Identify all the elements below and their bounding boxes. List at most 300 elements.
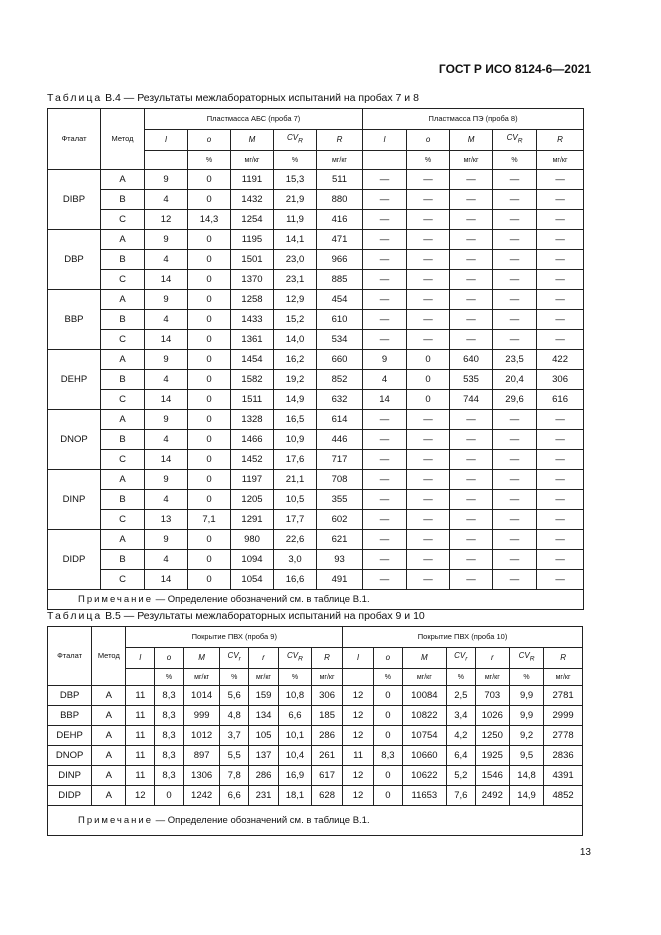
data-cell: — — [537, 310, 584, 330]
data-cell: — — [363, 550, 407, 570]
data-cell: 3,7 — [220, 726, 249, 746]
unit-mgkg: мг/кг — [249, 669, 279, 686]
data-cell: C — [101, 450, 145, 470]
note-label: Примечание — [78, 814, 153, 826]
data-cell: 2999 — [544, 706, 583, 726]
data-cell: A — [92, 786, 126, 806]
data-cell: 12 — [343, 706, 374, 726]
data-cell: 17,6 — [274, 450, 317, 470]
unit-empty — [343, 669, 374, 686]
data-cell: 0 — [188, 190, 231, 210]
data-cell: B — [101, 250, 145, 270]
data-cell: — — [407, 250, 450, 270]
data-cell: — — [450, 190, 493, 210]
data-cell: 23,1 — [274, 270, 317, 290]
data-cell: 534 — [317, 330, 363, 350]
unit-pct: % — [374, 669, 403, 686]
data-cell: 471 — [317, 230, 363, 250]
data-cell: 897 — [183, 746, 219, 766]
data-cell: 1306 — [183, 766, 219, 786]
table-row — [48, 530, 584, 550]
data-cell: — — [537, 430, 584, 450]
data-cell: 621 — [317, 530, 363, 550]
data-cell: 18,1 — [278, 786, 311, 806]
data-cell: — — [493, 250, 537, 270]
symbol-r: R — [544, 648, 583, 669]
table-row — [48, 550, 584, 570]
table-b5 — [47, 626, 583, 836]
data-cell: — — [363, 270, 407, 290]
data-cell: 4 — [145, 430, 188, 450]
data-cell: 6,6 — [278, 706, 311, 726]
data-cell: 1054 — [231, 570, 274, 590]
unit-empty — [126, 669, 155, 686]
symbol-l: l — [363, 130, 407, 151]
data-cell: — — [363, 490, 407, 510]
data-cell: — — [363, 330, 407, 350]
table-row — [48, 290, 584, 310]
symbol-cv-text: CV — [518, 651, 530, 661]
symbol-m: M — [231, 130, 274, 151]
data-cell: 1197 — [231, 470, 274, 490]
data-cell: 137 — [249, 746, 279, 766]
data-cell: 8,3 — [155, 726, 184, 746]
data-cell: 628 — [312, 786, 343, 806]
data-cell: 15,3 — [274, 170, 317, 190]
data-cell: — — [407, 290, 450, 310]
data-cell: — — [407, 570, 450, 590]
data-cell: 1094 — [231, 550, 274, 570]
unit-pct: % — [155, 669, 184, 686]
data-cell: A — [101, 470, 145, 490]
data-cell: 1254 — [231, 210, 274, 230]
data-cell: 614 — [317, 410, 363, 430]
data-cell: 14 — [145, 450, 188, 470]
data-cell: 4 — [145, 310, 188, 330]
note-row — [48, 590, 584, 610]
data-cell: 0 — [188, 370, 231, 390]
data-cell: 0 — [188, 230, 231, 250]
data-cell: 9,9 — [509, 686, 543, 706]
data-cell: — — [363, 570, 407, 590]
data-cell: 10,1 — [278, 726, 311, 746]
table-row — [48, 310, 584, 330]
data-cell: 1501 — [231, 250, 274, 270]
data-cell: 1328 — [231, 410, 274, 430]
phthalate-cell: DIBP — [48, 170, 101, 230]
data-cell: 29,6 — [493, 390, 537, 410]
symbol-r-repeat: r — [475, 648, 509, 669]
table-row — [48, 390, 584, 410]
data-cell: — — [407, 430, 450, 450]
table-note — [48, 590, 584, 610]
data-cell: 0 — [188, 570, 231, 590]
table-row — [48, 766, 583, 786]
data-cell: — — [493, 450, 537, 470]
data-cell: 105 — [249, 726, 279, 746]
data-cell: A — [101, 170, 145, 190]
unit-empty — [363, 151, 407, 170]
data-cell: 10660 — [402, 746, 446, 766]
data-cell: 12 — [343, 786, 374, 806]
data-cell: — — [363, 190, 407, 210]
data-cell: 3,0 — [274, 550, 317, 570]
symbol-o: o — [374, 648, 403, 669]
data-cell: — — [450, 290, 493, 310]
data-cell: 535 — [450, 370, 493, 390]
data-cell: 416 — [317, 210, 363, 230]
data-cell: 9,2 — [509, 726, 543, 746]
table-header-row — [48, 627, 583, 648]
data-cell: 11 — [126, 766, 155, 786]
data-cell: A — [92, 706, 126, 726]
data-cell: 355 — [317, 490, 363, 510]
unit-pct: % — [493, 151, 537, 170]
data-cell: C — [101, 570, 145, 590]
col-phthalate-header: Фталат — [48, 627, 92, 686]
data-cell: 0 — [188, 310, 231, 330]
table-row — [48, 410, 584, 430]
data-cell: — — [407, 330, 450, 350]
note-label: Примечание — [78, 593, 153, 605]
symbol-l: l — [145, 130, 188, 151]
data-cell: 12 — [343, 766, 374, 786]
symbol-r: R — [312, 648, 343, 669]
data-cell: 12 — [145, 210, 188, 230]
data-cell: — — [450, 530, 493, 550]
data-cell: 885 — [317, 270, 363, 290]
data-cell: — — [407, 190, 450, 210]
unit-mgkg: мг/кг — [231, 151, 274, 170]
data-cell: — — [493, 310, 537, 330]
unit-mgkg: мг/кг — [537, 151, 584, 170]
symbol-cvr-repeat — [446, 648, 475, 669]
data-cell: 0 — [155, 786, 184, 806]
data-cell: 1452 — [231, 450, 274, 470]
data-cell: 640 — [450, 350, 493, 370]
data-cell: 852 — [317, 370, 363, 390]
data-cell: 0 — [407, 350, 450, 370]
data-cell: 22,6 — [274, 530, 317, 550]
phthalate-cell: DINP — [48, 470, 101, 530]
data-cell: — — [407, 550, 450, 570]
symbol-cv-text: CV — [287, 651, 299, 661]
phthalate-cell: BBP — [48, 706, 92, 726]
data-cell: 14,9 — [509, 786, 543, 806]
data-cell: 9 — [145, 290, 188, 310]
data-cell: 1250 — [475, 726, 509, 746]
phthalate-cell: BBP — [48, 290, 101, 350]
data-cell: 21,9 — [274, 190, 317, 210]
data-cell: 10622 — [402, 766, 446, 786]
data-cell: 0 — [374, 786, 403, 806]
table-b5-caption-text: В.5 — Результаты межлабораторных испытаний на пробах 9 и 10 — [105, 610, 425, 622]
data-cell: 1191 — [231, 170, 274, 190]
data-cell: — — [450, 250, 493, 270]
data-cell: — — [407, 270, 450, 290]
data-cell: 0 — [188, 170, 231, 190]
unit-mgkg: мг/кг — [450, 151, 493, 170]
data-cell: 5,6 — [220, 686, 249, 706]
symbol-subscript: R — [298, 655, 303, 663]
table-note — [48, 806, 583, 836]
data-cell: 4,8 — [220, 706, 249, 726]
data-cell: B — [101, 550, 145, 570]
data-cell: 4852 — [544, 786, 583, 806]
table-b5-caption-prefix: Таблица — [47, 610, 103, 622]
data-cell: 1433 — [231, 310, 274, 330]
data-cell: 717 — [317, 450, 363, 470]
note-row — [48, 806, 583, 836]
data-cell: 159 — [249, 686, 279, 706]
table-row — [48, 686, 583, 706]
data-cell: 12 — [343, 686, 374, 706]
data-cell: — — [450, 410, 493, 430]
page-number: 13 — [579, 847, 591, 858]
data-cell: 1195 — [231, 230, 274, 250]
data-cell: 14,9 — [274, 390, 317, 410]
data-cell: — — [407, 230, 450, 250]
data-cell: — — [363, 210, 407, 230]
symbol-o: o — [188, 130, 231, 151]
data-cell: — — [407, 410, 450, 430]
data-cell: — — [363, 430, 407, 450]
phthalate-cell: DEHP — [48, 726, 92, 746]
data-cell: 14,1 — [274, 230, 317, 250]
data-cell: 11 — [126, 746, 155, 766]
data-cell: — — [450, 270, 493, 290]
data-cell: 9 — [145, 350, 188, 370]
data-cell: 4 — [145, 190, 188, 210]
unit-pct: % — [274, 151, 317, 170]
symbol-m: M — [450, 130, 493, 151]
document-header: ГОСТ Р ИСО 8124-6—2021 — [438, 62, 591, 76]
note-text: — Определение обозначений см. в таблице В.1. — [153, 814, 370, 826]
data-cell: A — [101, 290, 145, 310]
unit-mgkg: мг/кг — [402, 669, 446, 686]
data-cell: — — [363, 290, 407, 310]
data-cell: 12 — [126, 786, 155, 806]
data-cell: — — [450, 310, 493, 330]
data-cell: 15,2 — [274, 310, 317, 330]
table-row — [48, 170, 584, 190]
data-cell: 9 — [145, 230, 188, 250]
data-cell: — — [450, 510, 493, 530]
symbol-m: M — [183, 648, 219, 669]
data-cell: 1582 — [231, 370, 274, 390]
data-cell: 9 — [363, 350, 407, 370]
symbol-subscript: r — [465, 655, 468, 663]
data-cell: 1014 — [183, 686, 219, 706]
symbol-r: R — [317, 130, 363, 151]
data-cell: — — [363, 250, 407, 270]
data-cell: 306 — [312, 686, 343, 706]
table-unit-row — [48, 669, 583, 686]
data-cell: A — [101, 530, 145, 550]
data-cell: 7,6 — [446, 786, 475, 806]
table-row — [48, 210, 584, 230]
table-row — [48, 250, 584, 270]
unit-pct: % — [407, 151, 450, 170]
data-cell: — — [363, 450, 407, 470]
data-cell: — — [363, 410, 407, 430]
table-row — [48, 726, 583, 746]
data-cell: — — [450, 330, 493, 350]
data-cell: 4,2 — [446, 726, 475, 746]
data-cell: 14 — [145, 330, 188, 350]
table-row — [48, 350, 584, 370]
data-cell: 10,5 — [274, 490, 317, 510]
data-cell: 511 — [317, 170, 363, 190]
data-cell: 0 — [188, 330, 231, 350]
data-cell: — — [450, 550, 493, 570]
data-cell: 0 — [188, 250, 231, 270]
data-cell: — — [363, 470, 407, 490]
data-cell: 9,5 — [509, 746, 543, 766]
data-cell: 20,4 — [493, 370, 537, 390]
data-cell: 0 — [188, 390, 231, 410]
data-cell: 10,8 — [278, 686, 311, 706]
data-cell: 10,9 — [274, 430, 317, 450]
symbol-r-repeat: r — [249, 648, 279, 669]
table-row — [48, 330, 584, 350]
table-symbol-row — [48, 648, 583, 669]
data-cell: 231 — [249, 786, 279, 806]
unit-empty — [145, 151, 188, 170]
data-cell: 286 — [312, 726, 343, 746]
data-cell: 0 — [188, 470, 231, 490]
table-row — [48, 570, 584, 590]
data-cell: C — [101, 510, 145, 530]
data-cell: 617 — [312, 766, 343, 786]
data-cell: 0 — [188, 530, 231, 550]
data-cell: 93 — [317, 550, 363, 570]
data-cell: 880 — [317, 190, 363, 210]
unit-mgkg: мг/кг — [317, 151, 363, 170]
data-cell: — — [493, 430, 537, 450]
data-cell: — — [363, 310, 407, 330]
table-row — [48, 490, 584, 510]
data-cell: 632 — [317, 390, 363, 410]
data-cell: — — [493, 330, 537, 350]
data-cell: — — [450, 210, 493, 230]
symbol-l: l — [343, 648, 374, 669]
data-cell: 0 — [374, 686, 403, 706]
data-cell: 0 — [374, 766, 403, 786]
data-cell: 9 — [145, 410, 188, 430]
data-cell: — — [493, 230, 537, 250]
data-cell: 261 — [312, 746, 343, 766]
data-cell: 1925 — [475, 746, 509, 766]
data-cell: 14,8 — [509, 766, 543, 786]
data-cell: 1466 — [231, 430, 274, 450]
unit-pct: % — [188, 151, 231, 170]
data-cell: 2778 — [544, 726, 583, 746]
data-cell: 4 — [363, 370, 407, 390]
data-cell: 11 — [126, 686, 155, 706]
data-cell: — — [537, 470, 584, 490]
unit-mgkg: мг/кг — [312, 669, 343, 686]
symbol-subscript: R — [517, 137, 523, 145]
data-cell: 8,3 — [155, 766, 184, 786]
data-cell: — — [493, 170, 537, 190]
data-cell: — — [493, 290, 537, 310]
table-row — [48, 230, 584, 250]
data-cell: — — [537, 330, 584, 350]
data-cell: 703 — [475, 686, 509, 706]
table-row — [48, 746, 583, 766]
data-cell: 11 — [343, 746, 374, 766]
symbol-o: o — [155, 648, 184, 669]
symbol-cvr — [278, 648, 311, 669]
data-cell: 9,9 — [509, 706, 543, 726]
symbol-o: o — [407, 130, 450, 151]
data-cell: — — [363, 510, 407, 530]
data-cell: 12,9 — [274, 290, 317, 310]
data-cell: 8,3 — [155, 746, 184, 766]
data-cell: A — [92, 726, 126, 746]
data-cell: C — [101, 210, 145, 230]
data-cell: 610 — [317, 310, 363, 330]
data-cell: 8,3 — [374, 746, 403, 766]
data-cell: 0 — [374, 726, 403, 746]
note-text: — Определение обозначений см. в таблице В.1. — [153, 593, 370, 605]
table-row — [48, 706, 583, 726]
data-cell: B — [101, 490, 145, 510]
data-cell: 14 — [363, 390, 407, 410]
data-cell: — — [537, 230, 584, 250]
group-header: Пластмасса АБС (проба 7) — [145, 109, 363, 130]
data-cell: 4 — [145, 490, 188, 510]
table-b4-caption-text: В.4 — Результаты межлабораторных испытаний на пробах 7 и 8 — [105, 92, 419, 104]
symbol-m: M — [402, 648, 446, 669]
data-cell: B — [101, 370, 145, 390]
data-cell: 23,0 — [274, 250, 317, 270]
data-cell: 0 — [188, 410, 231, 430]
data-cell: 491 — [317, 570, 363, 590]
data-cell: 7,8 — [220, 766, 249, 786]
data-cell: — — [537, 550, 584, 570]
data-cell: A — [92, 746, 126, 766]
data-cell: 4 — [145, 250, 188, 270]
data-cell: — — [450, 170, 493, 190]
data-cell: — — [450, 230, 493, 250]
data-cell: — — [493, 490, 537, 510]
data-cell: 1291 — [231, 510, 274, 530]
data-cell: C — [101, 270, 145, 290]
data-cell: 1370 — [231, 270, 274, 290]
data-cell: 17,7 — [274, 510, 317, 530]
data-cell: 2836 — [544, 746, 583, 766]
data-cell: 1454 — [231, 350, 274, 370]
data-cell: 14 — [145, 270, 188, 290]
table-header-row — [48, 109, 584, 130]
data-cell: — — [493, 210, 537, 230]
data-cell: 4 — [145, 550, 188, 570]
data-cell: 5,2 — [446, 766, 475, 786]
data-cell: 2781 — [544, 686, 583, 706]
data-cell: 966 — [317, 250, 363, 270]
table-b5-caption — [47, 610, 425, 622]
data-cell: — — [537, 490, 584, 510]
data-cell: — — [407, 530, 450, 550]
symbol-subscript: r — [238, 655, 241, 663]
data-cell: — — [493, 190, 537, 210]
data-cell: B — [101, 310, 145, 330]
data-cell: — — [537, 210, 584, 230]
data-cell: 744 — [450, 390, 493, 410]
table-row — [48, 450, 584, 470]
